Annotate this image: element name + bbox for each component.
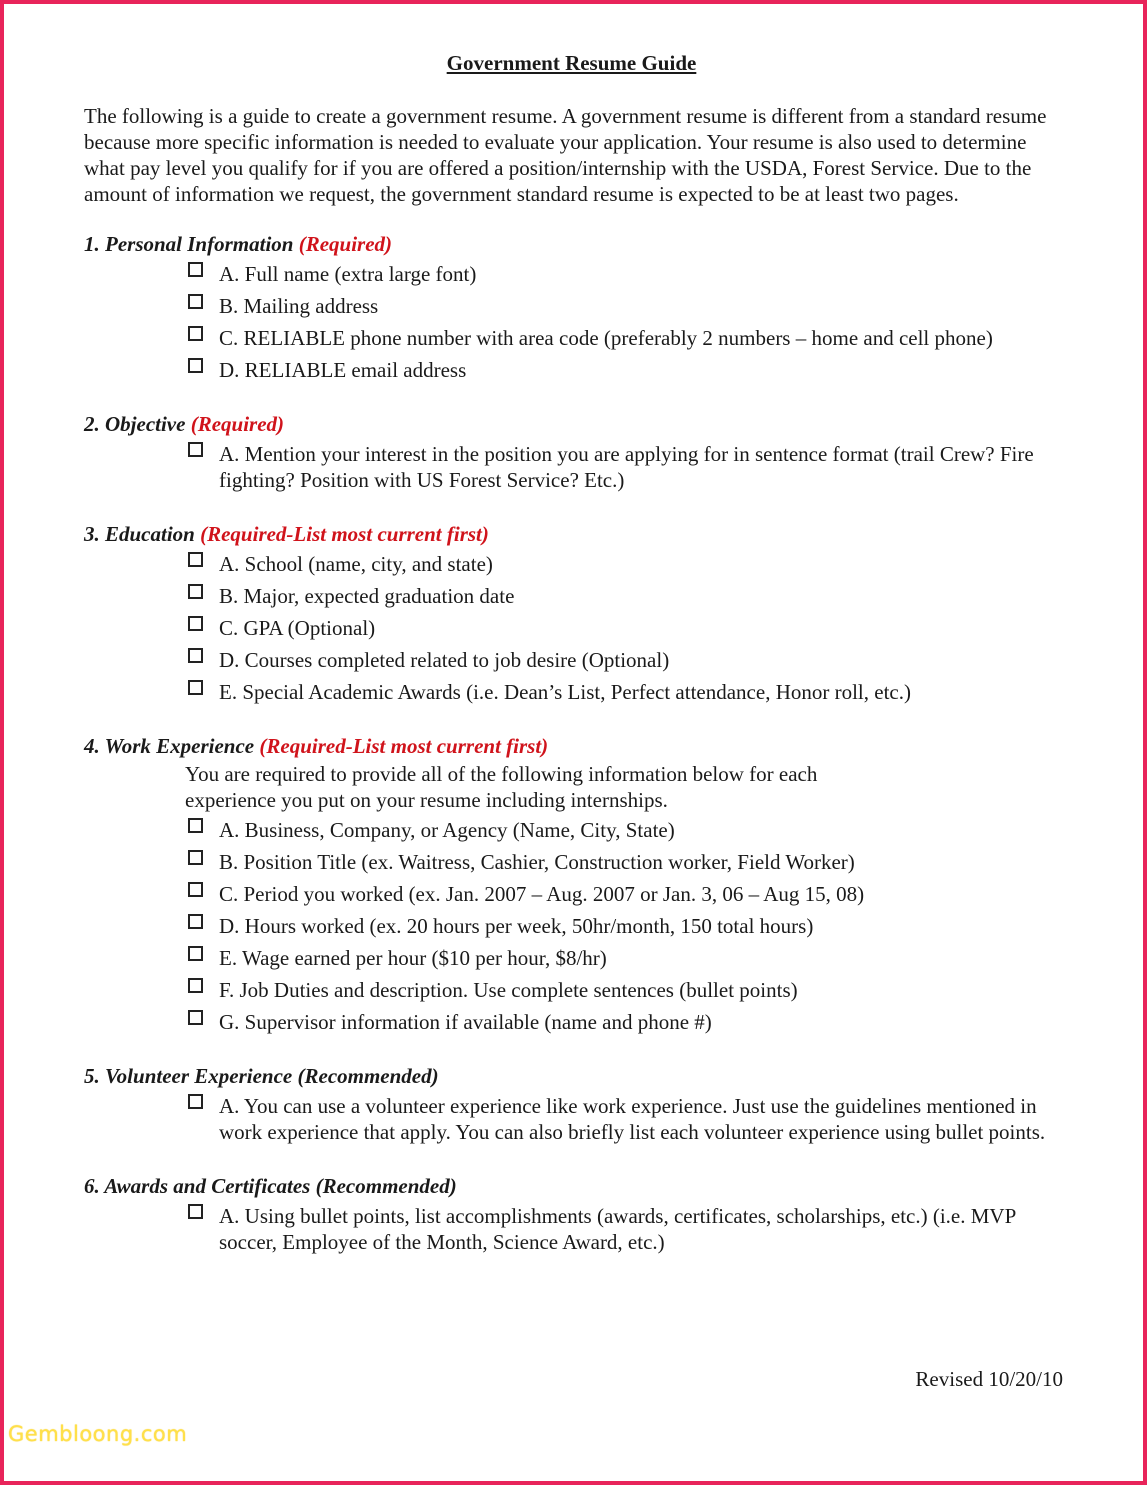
- checkbox-icon: [188, 818, 203, 833]
- checklist: [84, 441, 1059, 493]
- checkbox-icon: [188, 882, 203, 897]
- checklist-item: [84, 913, 1059, 939]
- checklist-item: [84, 881, 1059, 907]
- section: [84, 521, 1059, 705]
- required-label: (Required): [298, 232, 393, 256]
- checkbox-icon: [188, 442, 203, 457]
- checkbox-icon: [188, 326, 203, 341]
- document-title: Government Resume Guide: [446, 51, 697, 75]
- checklist: [84, 1093, 1059, 1145]
- checklist: [84, 1203, 1059, 1255]
- checklist-item-text: A. Using bullet points, list accomplishments (awards, certificates, scholarships, etc.) (i.e. MVP soccer, Employee of the Month, Science Award, etc.): [219, 1204, 1016, 1254]
- checklist-item-text: C. RELIABLE phone number with area code (preferably 2 numbers – home and cell phone): [219, 326, 993, 350]
- section: [84, 1063, 1059, 1145]
- section-heading-text: 1. Personal Information: [84, 232, 294, 256]
- checkbox-icon: [188, 616, 203, 631]
- section-heading: [84, 1173, 1059, 1199]
- checklist-item-text: D. RELIABLE email address: [219, 358, 467, 382]
- section: [84, 1173, 1059, 1255]
- intro-paragraph: The following is a guide to create a government resume. A government resume is different from a standard resume because more specific information is needed to evaluate your application. Your resume is also used to determine what pay level you qualify for if you are offered a position/internship with the USDA, Forest Service. Due to the amount of information we request, the government standard resume is expected to be at least two pages.: [84, 104, 1047, 206]
- checklist-item: [84, 977, 1059, 1003]
- watermark-text: Gembloong.com: [8, 1422, 188, 1446]
- section: [84, 231, 1059, 383]
- section-heading-text: 5. Volunteer Experience (Recommended): [84, 1064, 439, 1088]
- section-heading: [84, 231, 1059, 257]
- checkbox-icon: [188, 552, 203, 567]
- section-heading-text: 6. Awards and Certificates (Recommended): [84, 1174, 457, 1198]
- checklist-item-text: F. Job Duties and description. Use complete sentences (bullet points): [219, 978, 798, 1002]
- checkbox-icon: [188, 1010, 203, 1025]
- checklist-item-text: A. Mention your interest in the position you are applying for in sentence format (trail Crew? Fire fighting? Position with US Forest Service? Etc.): [219, 442, 1034, 492]
- checklist-item: [84, 551, 1059, 577]
- checklist-item: [84, 583, 1059, 609]
- checklist-item: [84, 849, 1059, 875]
- checkbox-icon: [188, 1204, 203, 1219]
- checklist-item-text: A. School (name, city, and state): [219, 552, 493, 576]
- checklist: [84, 261, 1059, 383]
- checkbox-icon: [188, 294, 203, 309]
- checklist-item-text: B. Major, expected graduation date: [219, 584, 515, 608]
- section-heading-text: 3. Education: [84, 522, 195, 546]
- checklist-item: [84, 817, 1059, 843]
- section-heading: [84, 1063, 1059, 1089]
- checklist: [84, 817, 1059, 1035]
- section: [84, 411, 1059, 493]
- checklist-item-text: A. Full name (extra large font): [219, 262, 477, 286]
- checklist-item: [84, 1093, 1059, 1145]
- checkbox-icon: [188, 358, 203, 373]
- checklist-item-text: C. Period you worked (ex. Jan. 2007 – Aug. 2007 or Jan. 3, 06 – Aug 15, 08): [219, 882, 865, 906]
- checkbox-icon: [188, 680, 203, 695]
- checklist-item-text: E. Special Academic Awards (i.e. Dean’s List, Perfect attendance, Honor roll, etc.): [219, 680, 911, 704]
- checklist-item: [84, 647, 1059, 673]
- checklist-item: [84, 1009, 1059, 1035]
- checklist-item-text: D. Courses completed related to job desire (Optional): [219, 648, 670, 672]
- checklist-item-text: G. Supervisor information if available (name and phone #): [219, 1010, 712, 1034]
- checklist-item: [84, 615, 1059, 641]
- checklist-item-text: A. You can use a volunteer experience like work experience. Just use the guidelines mentioned in work experience that apply. You can also briefly list each volunteer experience using bullet points.: [219, 1094, 1046, 1144]
- checkbox-icon: [188, 946, 203, 961]
- required-label: (Required-List most current first): [200, 522, 489, 546]
- checklist-item-text: D. Hours worked (ex. 20 hours per week, 50hr/month, 150 total hours): [219, 914, 814, 938]
- section-heading-text: 4. Work Experience: [84, 734, 255, 758]
- checklist-item: [84, 945, 1059, 971]
- section-heading: [84, 411, 1059, 437]
- checklist-item: [84, 1203, 1059, 1255]
- checkbox-icon: [188, 1094, 203, 1109]
- checkbox-icon: [188, 914, 203, 929]
- checkbox-icon: [188, 584, 203, 599]
- required-label: (Required-List most current first): [259, 734, 549, 758]
- section-heading: [84, 733, 1059, 759]
- section-heading: [84, 521, 1059, 547]
- checkbox-icon: [188, 262, 203, 277]
- checklist-item: [84, 441, 1059, 493]
- checkbox-icon: [188, 978, 203, 993]
- section-heading-text: 2. Objective: [84, 412, 186, 436]
- checklist-item-text: E. Wage earned per hour ($10 per hour, $8/hr): [219, 946, 607, 970]
- checklist-item-text: B. Mailing address: [219, 294, 379, 318]
- required-label: (Required): [190, 412, 285, 436]
- revised-date: Revised 10/20/10: [915, 1367, 1063, 1391]
- sections-container: [84, 231, 1059, 1255]
- checklist-item: [84, 261, 1059, 287]
- checklist-item: [84, 357, 1059, 383]
- checklist-item-text: A. Business, Company, or Agency (Name, City, State): [219, 818, 675, 842]
- checklist-item: [84, 325, 1059, 351]
- checklist-item-text: B. Position Title (ex. Waitress, Cashier, Construction worker, Field Worker): [219, 850, 855, 874]
- checkbox-icon: [188, 648, 203, 663]
- checkbox-icon: [188, 850, 203, 865]
- checklist-item-text: C. GPA (Optional): [219, 616, 376, 640]
- document-page: [84, 50, 1059, 1283]
- checklist: [84, 551, 1059, 705]
- section: [84, 733, 1059, 1035]
- checklist-item: [84, 679, 1059, 705]
- checklist-item: [84, 293, 1059, 319]
- section-note: You are required to provide all of the following information below for each experience you put on your resume including internships.: [185, 762, 818, 812]
